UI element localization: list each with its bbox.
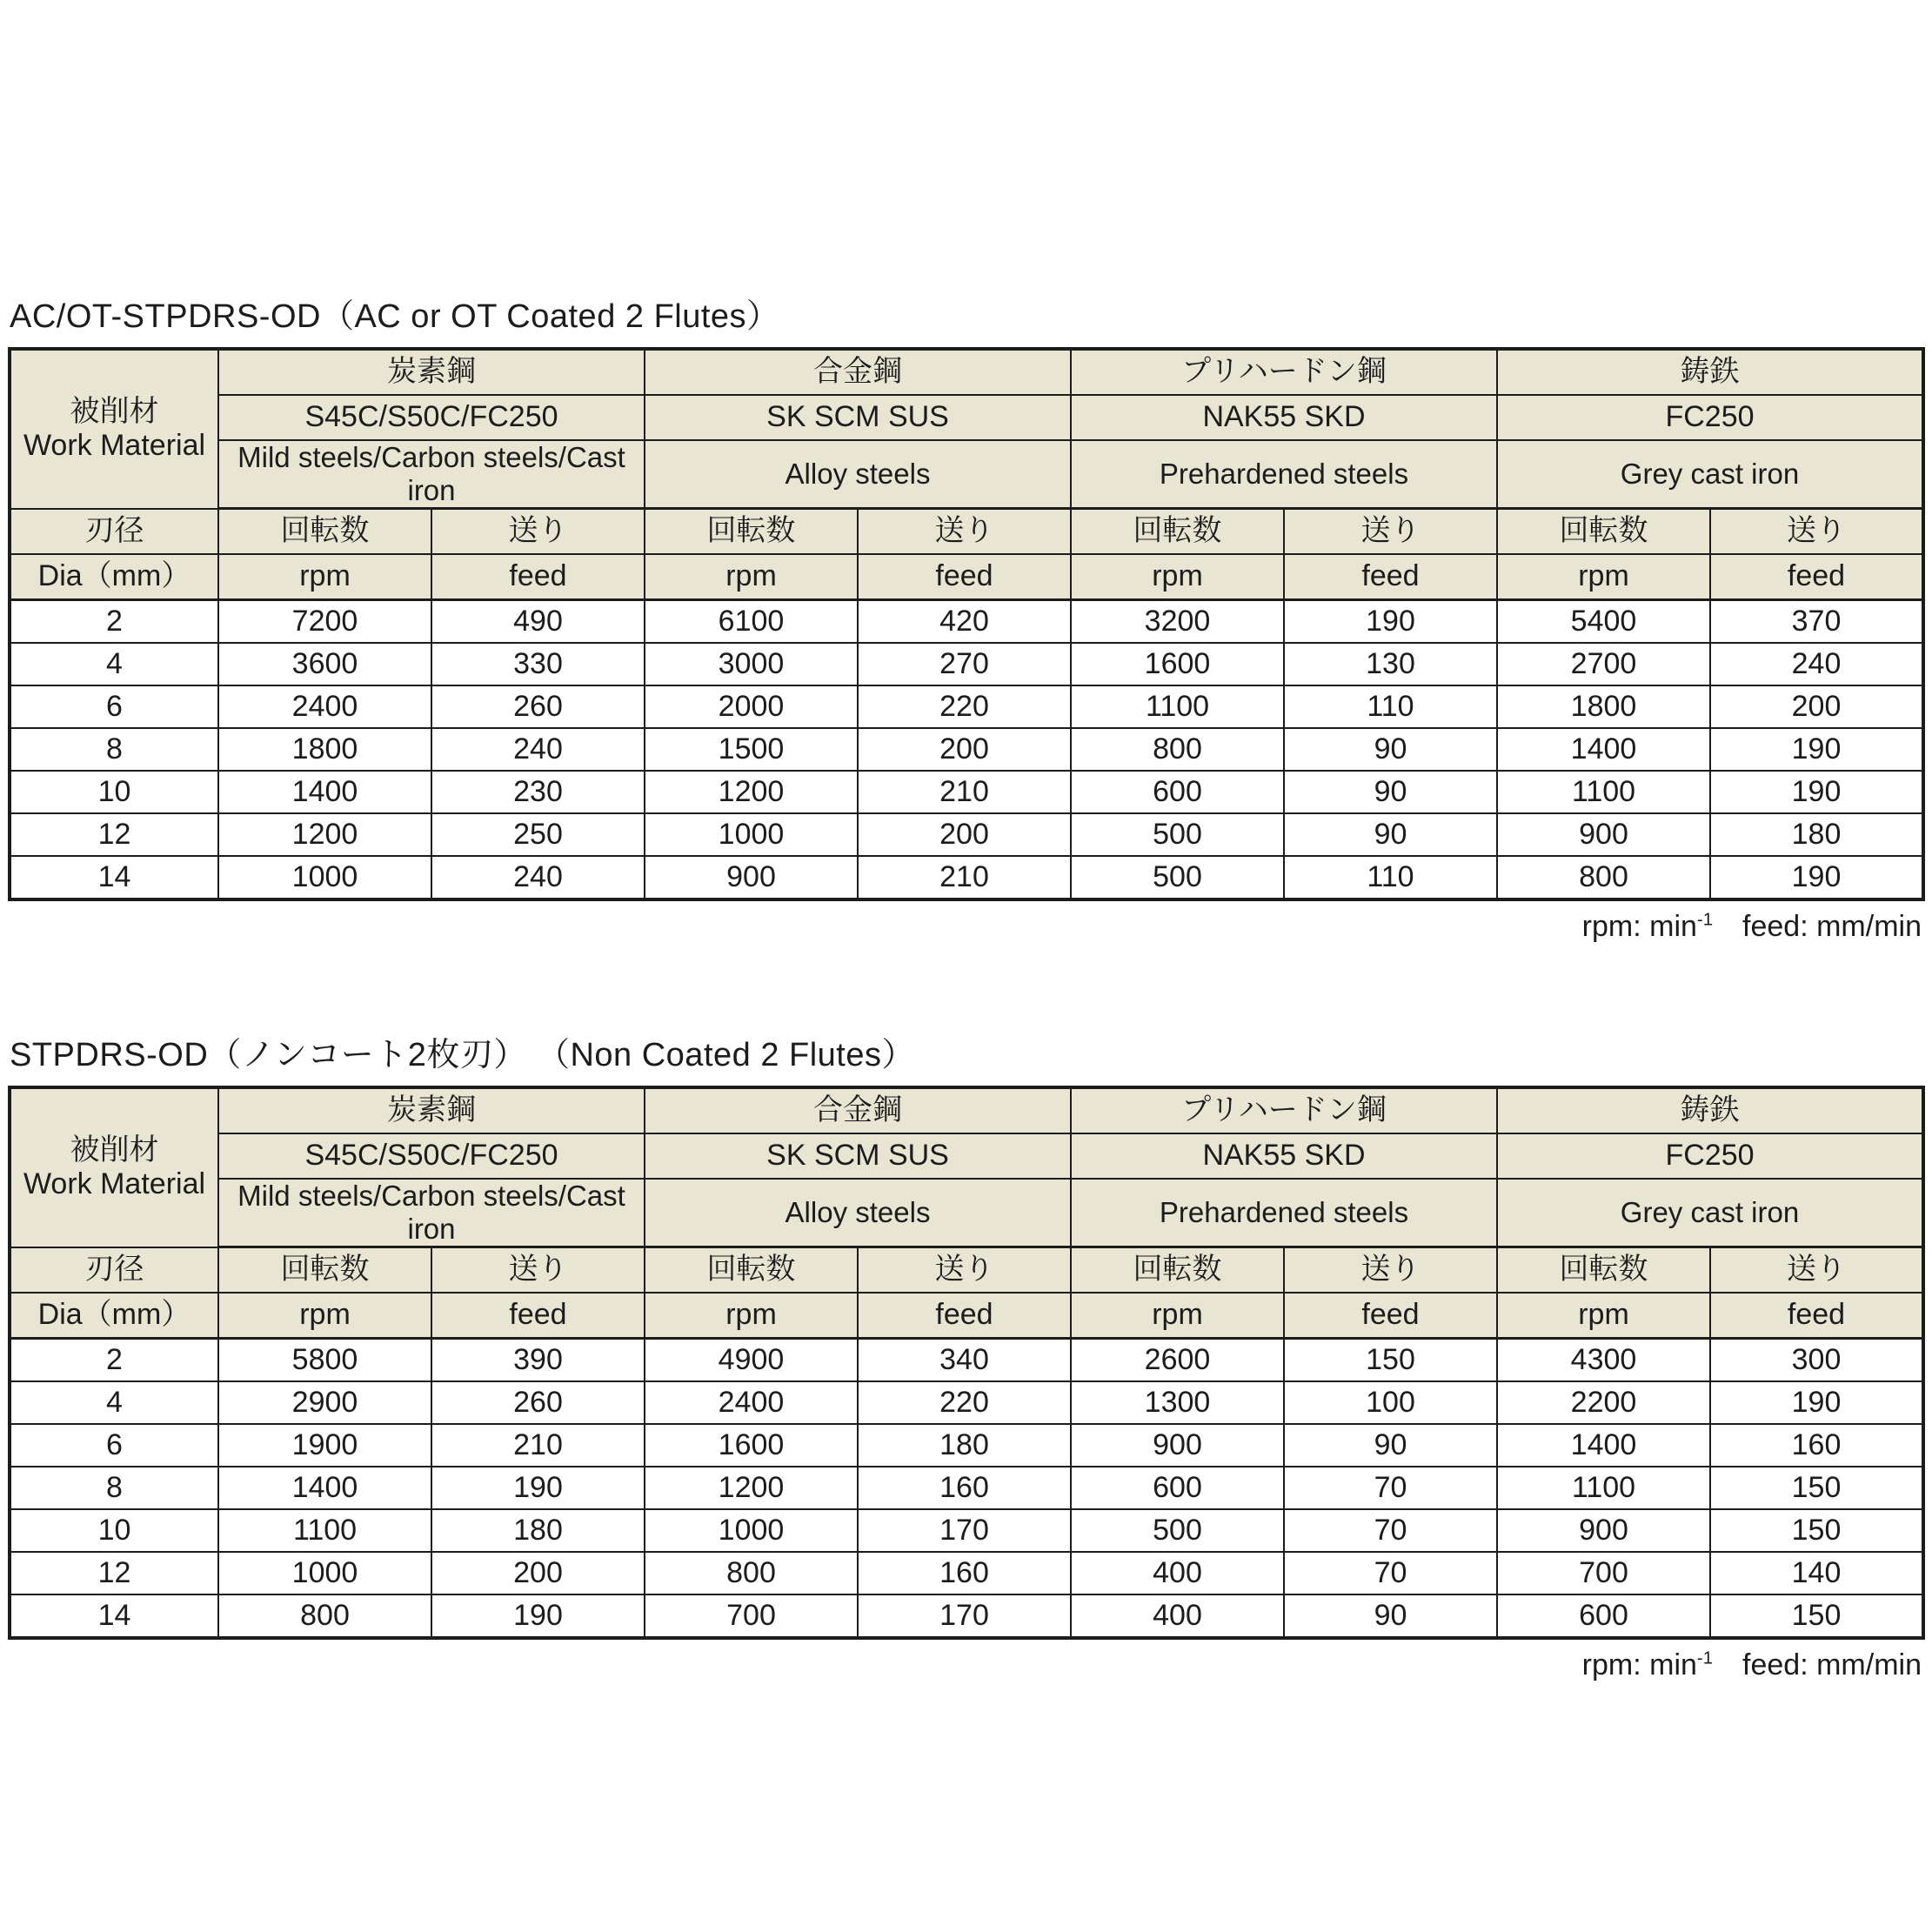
table-section-coated — [8, 289, 1923, 944]
rpm-value-cell: 1600 — [645, 1424, 858, 1467]
feed-value-cell: 160 — [858, 1467, 1071, 1509]
rpm-value-cell: 800 — [1497, 856, 1710, 899]
rpm-header-en: rpm — [1071, 1293, 1284, 1339]
units-note — [8, 910, 1922, 944]
material-name-ja: 合金鋼 — [645, 1087, 1071, 1133]
rpm-value-cell: 700 — [1497, 1552, 1710, 1594]
feed-value-cell: 190 — [431, 1594, 645, 1638]
cutting-conditions-table — [8, 347, 1925, 901]
material-name-en: Alloy steels — [645, 440, 1071, 509]
rpm-header-en: rpm — [218, 554, 431, 600]
section-divider-space — [8, 944, 1923, 1027]
material-name-en: Mild steels/Carbon steels/Cast iron — [218, 440, 645, 509]
feed-value-cell: 190 — [431, 1467, 645, 1509]
feed-value-cell: 150 — [1284, 1339, 1497, 1382]
rpm-value-cell: 1400 — [1497, 1424, 1710, 1467]
rpm-value-cell: 1200 — [645, 771, 858, 813]
work-material-label-en: Work Material — [23, 1167, 206, 1201]
feed-header-en: feed — [1710, 1293, 1923, 1339]
feed-value-cell: 110 — [1284, 685, 1497, 728]
feed-value-cell: 100 — [1284, 1381, 1497, 1424]
table-row — [10, 728, 1923, 771]
rpm-value-cell: 900 — [1497, 813, 1710, 856]
rpm-value-cell: 1600 — [1071, 643, 1284, 685]
rpm-value-cell: 2600 — [1071, 1339, 1284, 1382]
units-note — [8, 1648, 1922, 1682]
table-row — [10, 1381, 1923, 1424]
table-body — [10, 349, 1923, 899]
feed-value-cell: 210 — [431, 1424, 645, 1467]
table-row — [10, 1509, 1923, 1552]
dia-cell: 14 — [10, 856, 218, 899]
feed-value-cell: 110 — [1284, 856, 1497, 899]
rpm-value-cell: 900 — [1071, 1424, 1284, 1467]
rpm-value-cell: 400 — [1071, 1552, 1284, 1594]
material-name-ja: プリハードン鋼 — [1071, 1087, 1497, 1133]
page — [8, 0, 1923, 1682]
dia-cell: 12 — [10, 813, 218, 856]
rpm-value-cell: 1200 — [645, 1467, 858, 1509]
table-body — [10, 1087, 1923, 1638]
table-row — [10, 813, 1923, 856]
rpm-value-cell: 2200 — [1497, 1381, 1710, 1424]
material-grade: FC250 — [1497, 1133, 1923, 1179]
feed-value-cell: 180 — [431, 1509, 645, 1552]
feed-value-cell: 90 — [1284, 771, 1497, 813]
table-row — [10, 856, 1923, 899]
dia-cell: 12 — [10, 1552, 218, 1594]
feed-value-cell: 90 — [1284, 728, 1497, 771]
table-row — [10, 1467, 1923, 1509]
feed-value-cell: 160 — [1710, 1424, 1923, 1467]
work-material-label-ja: 被削材 — [70, 395, 159, 429]
feed-value-cell: 240 — [431, 856, 645, 899]
feed-value-cell: 150 — [1710, 1509, 1923, 1552]
feed-value-cell: 220 — [858, 1381, 1071, 1424]
feed-value-cell: 390 — [431, 1339, 645, 1382]
material-grade: NAK55 SKD — [1071, 395, 1497, 440]
dia-cell: 6 — [10, 1424, 218, 1467]
work-material-header — [10, 349, 218, 509]
feed-header-en: feed — [1284, 1293, 1497, 1339]
rpm-value-cell: 900 — [645, 856, 858, 899]
feed-header-ja: 送り — [1284, 1247, 1497, 1294]
material-grade: FC250 — [1497, 395, 1923, 440]
material-grade: S45C/S50C/FC250 — [218, 395, 645, 440]
rpm-header-en: rpm — [1497, 1293, 1710, 1339]
feed-header-ja: 送り — [858, 509, 1071, 555]
feed-value-cell: 200 — [1710, 685, 1923, 728]
rpm-value-cell: 6100 — [645, 600, 858, 644]
rpm-value-cell: 2400 — [645, 1381, 858, 1424]
material-name-en: Prehardened steels — [1071, 1179, 1497, 1247]
rpm-value-cell: 3000 — [645, 643, 858, 685]
feed-header-ja: 送り — [1710, 509, 1923, 555]
dia-cell: 4 — [10, 1381, 218, 1424]
feed-header-en: feed — [1710, 554, 1923, 600]
feed-value-cell: 300 — [1710, 1339, 1923, 1382]
dia-header-ja: 刃径 — [10, 1247, 218, 1294]
rpm-value-cell: 1200 — [218, 813, 431, 856]
table-title: STPDRS-OD（ノンコート2枚刃） （Non Coated 2 Flutes） — [10, 1037, 915, 1073]
rpm-value-cell: 1400 — [218, 1467, 431, 1509]
material-grade: SK SCM SUS — [645, 1133, 1071, 1179]
rpm-value-cell: 900 — [1497, 1509, 1710, 1552]
feed-value-cell: 230 — [431, 771, 645, 813]
feed-value-cell: 160 — [858, 1552, 1071, 1594]
feed-value-cell: 180 — [858, 1424, 1071, 1467]
rpm-header-ja: 回転数 — [1497, 509, 1710, 555]
material-grade: S45C/S50C/FC250 — [218, 1133, 645, 1179]
dia-cell: 10 — [10, 771, 218, 813]
rpm-value-cell: 1100 — [218, 1509, 431, 1552]
work-material-label-ja: 被削材 — [70, 1133, 159, 1167]
feed-value-cell: 200 — [431, 1552, 645, 1594]
rpm-value-cell: 1900 — [218, 1424, 431, 1467]
rpm-value-cell: 1100 — [1497, 771, 1710, 813]
rpm-value-cell: 700 — [645, 1594, 858, 1638]
table-row — [10, 685, 1923, 728]
feed-header-ja: 送り — [431, 1247, 645, 1294]
material-name-ja: 炭素鋼 — [218, 349, 645, 395]
dia-cell: 2 — [10, 1339, 218, 1382]
table-row — [10, 1552, 1923, 1594]
material-grade: NAK55 SKD — [1071, 1133, 1497, 1179]
feed-value-cell: 190 — [1284, 600, 1497, 644]
dia-header-en: Dia（mm） — [10, 1293, 218, 1339]
feed-header-ja: 送り — [431, 509, 645, 555]
dia-cell: 2 — [10, 600, 218, 644]
rpm-header-ja: 回転数 — [645, 509, 858, 555]
rpm-header-en: rpm — [1071, 554, 1284, 600]
feed-value-cell: 150 — [1710, 1467, 1923, 1509]
feed-value-cell: 70 — [1284, 1509, 1497, 1552]
dia-cell: 4 — [10, 643, 218, 685]
material-name-en: Prehardened steels — [1071, 440, 1497, 509]
rpm-header-ja: 回転数 — [645, 1247, 858, 1294]
dia-cell: 6 — [10, 685, 218, 728]
rpm-value-cell: 600 — [1071, 771, 1284, 813]
feed-unit: feed: mm/min — [1742, 1648, 1922, 1681]
material-name-ja: 炭素鋼 — [218, 1087, 645, 1133]
table-row — [10, 643, 1923, 685]
feed-value-cell: 190 — [1710, 771, 1923, 813]
feed-value-cell: 260 — [431, 685, 645, 728]
feed-value-cell: 150 — [1710, 1594, 1923, 1638]
feed-header-ja: 送り — [1710, 1247, 1923, 1294]
rpm-value-cell: 4900 — [645, 1339, 858, 1382]
rpm-value-cell: 5400 — [1497, 600, 1710, 644]
rpm-header-ja: 回転数 — [1497, 1247, 1710, 1294]
material-grade: SK SCM SUS — [645, 395, 1071, 440]
material-name-en: Mild steels/Carbon steels/Cast iron — [218, 1179, 645, 1247]
feed-value-cell: 70 — [1284, 1467, 1497, 1509]
material-name-ja: 鋳鉄 — [1497, 349, 1923, 395]
feed-value-cell: 260 — [431, 1381, 645, 1424]
feed-value-cell: 180 — [1710, 813, 1923, 856]
rpm-value-cell: 1300 — [1071, 1381, 1284, 1424]
rpm-value-cell: 1000 — [218, 856, 431, 899]
rpm-header-en: rpm — [218, 1293, 431, 1339]
material-name-en: Grey cast iron — [1497, 440, 1923, 509]
feed-header-en: feed — [858, 1293, 1071, 1339]
feed-header-en: feed — [431, 554, 645, 600]
rpm-value-cell: 3600 — [218, 643, 431, 685]
rpm-value-cell: 2900 — [218, 1381, 431, 1424]
dia-header-ja: 刃径 — [10, 509, 218, 555]
feed-value-cell: 190 — [1710, 728, 1923, 771]
feed-value-cell: 250 — [431, 813, 645, 856]
rpm-value-cell: 600 — [1497, 1594, 1710, 1638]
dia-cell: 14 — [10, 1594, 218, 1638]
feed-header-en: feed — [858, 554, 1071, 600]
rpm-header-en: rpm — [1497, 554, 1710, 600]
rpm-value-cell: 1800 — [1497, 685, 1710, 728]
rpm-value-cell: 500 — [1071, 856, 1284, 899]
feed-header-ja: 送り — [1284, 509, 1497, 555]
rpm-value-cell: 1800 — [218, 728, 431, 771]
rpm-header-ja: 回転数 — [1071, 1247, 1284, 1294]
rpm-header-ja: 回転数 — [1071, 509, 1284, 555]
rpm-value-cell: 800 — [645, 1552, 858, 1594]
rpm-value-cell: 500 — [1071, 1509, 1284, 1552]
work-material-header — [10, 1087, 218, 1247]
rpm-value-cell: 1000 — [645, 813, 858, 856]
rpm-unit: rpm: min — [1581, 910, 1697, 943]
rpm-header-en: rpm — [645, 554, 858, 600]
table-row — [10, 600, 1923, 644]
rpm-value-cell: 1400 — [218, 771, 431, 813]
feed-value-cell: 210 — [858, 771, 1071, 813]
rpm-value-cell: 2000 — [645, 685, 858, 728]
feed-value-cell: 90 — [1284, 1424, 1497, 1467]
feed-value-cell: 330 — [431, 643, 645, 685]
rpm-value-cell: 1100 — [1071, 685, 1284, 728]
material-name-ja: プリハードン鋼 — [1071, 349, 1497, 395]
feed-value-cell: 420 — [858, 600, 1071, 644]
feed-value-cell: 240 — [1710, 643, 1923, 685]
feed-value-cell: 70 — [1284, 1552, 1497, 1594]
feed-value-cell: 270 — [858, 643, 1071, 685]
feed-value-cell: 200 — [858, 728, 1071, 771]
feed-value-cell: 220 — [858, 685, 1071, 728]
rpm-value-cell: 3200 — [1071, 600, 1284, 644]
feed-value-cell: 490 — [431, 600, 645, 644]
feed-header-en: feed — [1284, 554, 1497, 600]
dia-cell: 8 — [10, 1467, 218, 1509]
rpm-value-cell: 1500 — [645, 728, 858, 771]
rpm-value-cell: 4300 — [1497, 1339, 1710, 1382]
feed-value-cell: 210 — [858, 856, 1071, 899]
dia-cell: 8 — [10, 728, 218, 771]
table-row — [10, 771, 1923, 813]
dia-header-en: Dia（mm） — [10, 554, 218, 600]
feed-value-cell: 240 — [431, 728, 645, 771]
rpm-value-cell: 1000 — [218, 1552, 431, 1594]
material-name-en: Grey cast iron — [1497, 1179, 1923, 1247]
feed-header-ja: 送り — [858, 1247, 1071, 1294]
rpm-value-cell: 600 — [1071, 1467, 1284, 1509]
rpm-unit-exponent: -1 — [1696, 1648, 1714, 1668]
table-section-noncoated — [8, 1027, 1923, 1682]
rpm-header-ja: 回転数 — [218, 1247, 431, 1294]
rpm-value-cell: 1400 — [1497, 728, 1710, 771]
material-name-ja: 合金鋼 — [645, 349, 1071, 395]
rpm-value-cell: 800 — [218, 1594, 431, 1638]
rpm-value-cell: 2700 — [1497, 643, 1710, 685]
feed-value-cell: 200 — [858, 813, 1071, 856]
rpm-value-cell: 7200 — [218, 600, 431, 644]
feed-value-cell: 140 — [1710, 1552, 1923, 1594]
rpm-unit-exponent: -1 — [1696, 910, 1714, 930]
feed-value-cell: 340 — [858, 1339, 1071, 1382]
rpm-value-cell: 2400 — [218, 685, 431, 728]
feed-value-cell: 170 — [858, 1594, 1071, 1638]
feed-value-cell: 90 — [1284, 813, 1497, 856]
feed-value-cell: 130 — [1284, 643, 1497, 685]
feed-unit: feed: mm/min — [1742, 910, 1922, 943]
feed-value-cell: 370 — [1710, 600, 1923, 644]
rpm-value-cell: 5800 — [218, 1339, 431, 1382]
table-row — [10, 1339, 1923, 1382]
table-title: AC/OT-STPDRS-OD（AC or OT Coated 2 Flutes） — [10, 298, 780, 335]
rpm-value-cell: 500 — [1071, 813, 1284, 856]
rpm-value-cell: 1000 — [645, 1509, 858, 1552]
rpm-value-cell: 800 — [1071, 728, 1284, 771]
feed-value-cell: 190 — [1710, 856, 1923, 899]
work-material-label-en: Work Material — [23, 429, 206, 463]
rpm-value-cell: 1100 — [1497, 1467, 1710, 1509]
feed-header-en: feed — [431, 1293, 645, 1339]
table-row — [10, 1424, 1923, 1467]
feed-value-cell: 170 — [858, 1509, 1071, 1552]
feed-value-cell: 90 — [1284, 1594, 1497, 1638]
rpm-header-en: rpm — [645, 1293, 858, 1339]
feed-value-cell: 190 — [1710, 1381, 1923, 1424]
rpm-unit: rpm: min — [1581, 1648, 1697, 1681]
material-name-ja: 鋳鉄 — [1497, 1087, 1923, 1133]
rpm-header-ja: 回転数 — [218, 509, 431, 555]
dia-cell: 10 — [10, 1509, 218, 1552]
cutting-conditions-table — [8, 1086, 1925, 1640]
rpm-value-cell: 400 — [1071, 1594, 1284, 1638]
material-name-en: Alloy steels — [645, 1179, 1071, 1247]
table-row — [10, 1594, 1923, 1638]
